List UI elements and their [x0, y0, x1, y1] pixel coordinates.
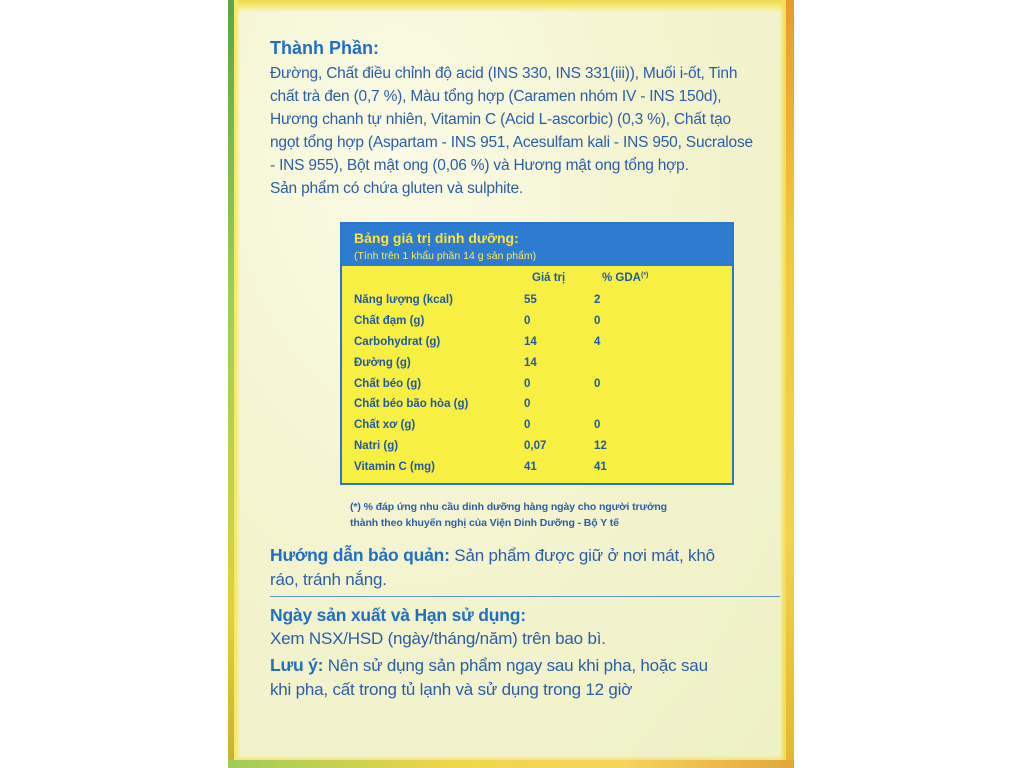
nutrient-value: 0: [524, 377, 531, 390]
nutrition-row: [342, 436, 732, 457]
nutrient-gda: 2: [594, 294, 601, 307]
nutrition-col-value: Giá trị: [532, 272, 566, 284]
ingredients-line: chất trà đen (0,7 %), Màu tổng hợp (Caramen nhóm IV - INS 150d),: [270, 88, 722, 105]
note-heading: Lưu ý:: [270, 655, 324, 676]
nutrition-row: [342, 373, 732, 394]
ingredients-heading: Thành Phần:: [270, 38, 379, 58]
ingredients-line: Đường, Chất điều chỉnh độ acid (INS 330, INS 331(iii)), Muối i-ốt, Tinh: [270, 65, 738, 82]
nutrition-title: Bảng giá trị dinh dưỡng:: [354, 230, 519, 246]
note-section: [270, 653, 780, 702]
storage-text: Sản phẩm được giữ ở nơi mát, khô: [449, 546, 715, 566]
nutrition-row: [342, 290, 732, 311]
storage-heading: Hướng dẫn bảo quản:: [270, 545, 450, 566]
nutrient-name: Chất béo (g): [354, 377, 422, 390]
nutrient-value: 0,07: [524, 439, 547, 452]
nutrition-row: [342, 311, 732, 332]
nutrient-value: 14: [524, 356, 537, 369]
nutrition-col-gda: [602, 272, 692, 284]
nutrition-col-gda-label: % GDA: [602, 272, 641, 284]
allergen-line: Sản phẩm có chứa gluten và sulphite.: [270, 180, 524, 197]
nutrient-value: 55: [524, 294, 537, 307]
nutrient-name: Carbohydrat (g): [354, 335, 441, 348]
nutrition-col-gda-mark: (*): [640, 272, 649, 279]
nutrition-table-header: [342, 224, 732, 266]
nutrient-gda: 41: [594, 460, 607, 473]
nutrient-value: 0: [524, 419, 531, 432]
nutrition-row: [342, 352, 732, 373]
dates-section: [270, 603, 780, 651]
nutrition-row: [342, 456, 732, 477]
nutrient-name: Năng lượng (kcal): [354, 294, 453, 307]
nutrient-name: Chất béo bão hòa (g): [354, 398, 469, 411]
nutrition-table: [340, 222, 734, 485]
nutrient-gda: 12: [594, 439, 607, 452]
nutrient-name: Chất xơ (g): [354, 419, 416, 432]
nutrition-footnote: [350, 499, 780, 531]
storage-section: [270, 543, 780, 592]
nutrient-value: 14: [524, 335, 537, 348]
package-panel: [228, 0, 794, 768]
nutrition-row: [342, 332, 732, 353]
label-content: [270, 38, 780, 702]
ingredients-line: ngọt tổng hợp (Aspartam - INS 951, Acesulfam kali - INS 950, Sucralose: [270, 134, 753, 151]
nutrient-name: Natri (g): [354, 439, 399, 452]
nutrition-row: [342, 415, 732, 436]
nutrition-subtitle: (Tính trên 1 khẩu phần 14 g sản phẩm): [354, 250, 537, 262]
dates-text: Xem NSX/HSD (ngày/tháng/năm) trên bao bì.: [270, 629, 606, 649]
nutrient-value: 0: [524, 398, 531, 411]
nutrition-column-headers: [342, 266, 732, 290]
nutrient-name: Chất đạm (g): [354, 315, 425, 328]
nutrient-name: Vitamin C (mg): [354, 460, 435, 473]
section-divider: [270, 596, 780, 597]
note-text-continued: khi pha, cất trong tủ lạnh và sử dụng trong 12 giờ: [270, 680, 633, 700]
package-edge-right: [786, 0, 794, 768]
package-edge-left: [228, 0, 234, 768]
dates-heading: Ngày sản xuất và Hạn sử dụng:: [270, 605, 526, 626]
ingredients-line: Hương chanh tự nhiên, Vitamin C (Acid L-ascorbic) (0,3 %), Chất tạo: [270, 111, 731, 128]
nutrition-row: [342, 394, 732, 415]
nutrient-value: 0: [524, 315, 531, 328]
nutrient-gda: 0: [594, 377, 601, 390]
nutrient-name: Đường (g): [354, 356, 411, 369]
nutrient-gda: 0: [594, 419, 601, 432]
note-text: Nên sử dụng sản phẩm ngay sau khi pha, hoặc sau: [323, 656, 708, 676]
nutrient-value: 41: [524, 460, 537, 473]
package-edge-bottom: [228, 760, 794, 768]
footnote-line: thành theo khuyến nghị của Viện Dinh Dưỡng - Bộ Y tế: [350, 517, 619, 530]
nutrient-gda: 4: [594, 335, 601, 348]
ingredients-line: - INS 955), Bột mật ong (0,06 %) và Hương mật ong tổng hợp.: [270, 157, 689, 174]
footnote-line: (*) % đáp ứng nhu cầu dinh dưỡng hàng ngày cho người trưởng: [350, 501, 667, 514]
storage-text-continued: ráo, tránh nắng.: [270, 570, 387, 590]
ingredients-text: [270, 62, 780, 200]
nutrient-gda: 0: [594, 315, 601, 328]
